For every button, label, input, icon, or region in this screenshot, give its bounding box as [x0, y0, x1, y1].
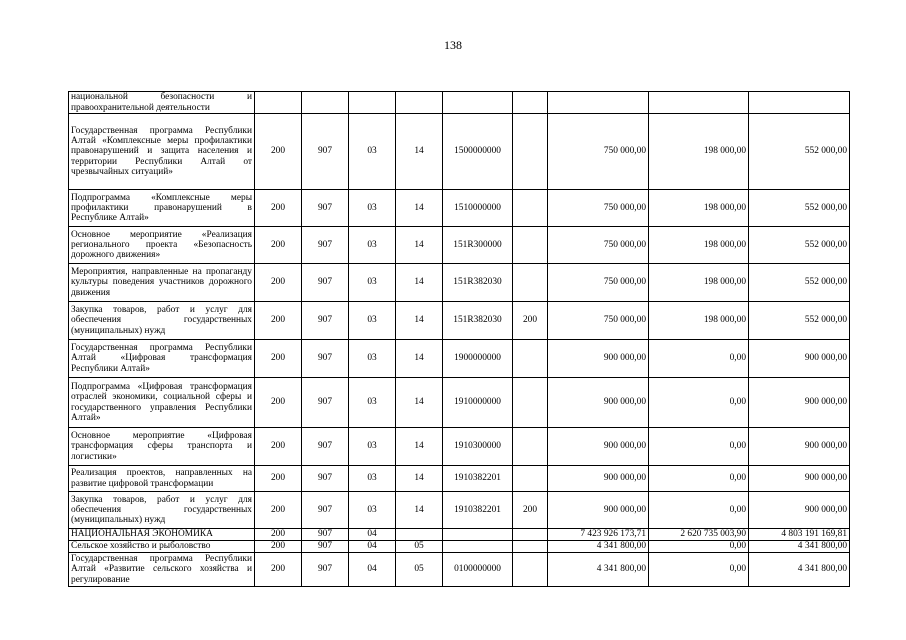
cell-expense-type: 200: [513, 492, 548, 529]
cell-amount-total: 4 341 800,00: [548, 541, 649, 553]
cell-amount-regional: 900 000,00: [749, 428, 850, 466]
cell-code: 907: [302, 466, 349, 492]
cell-amount-total: 900 000,00: [548, 340, 649, 378]
cell-expense-type: [513, 92, 548, 114]
cell-subsection: 14: [396, 114, 443, 190]
cell-target-article: 151R382030: [443, 264, 513, 302]
cell-section: 03: [349, 428, 396, 466]
cell-name: Закупка товаров, работ и услуг для обеспечения государственных (муниципальных) нужд: [69, 492, 255, 529]
cell-ministry: 200: [255, 428, 302, 466]
cell-subsection: 14: [396, 340, 443, 378]
cell-amount-total: 900 000,00: [548, 428, 649, 466]
cell-target-article: 151R382030: [443, 302, 513, 340]
cell-amount-total: 4 341 800,00: [548, 553, 649, 587]
cell-target-article: 1900000000: [443, 340, 513, 378]
table-row: [69, 529, 850, 541]
cell-subsection: [396, 529, 443, 541]
cell-amount-federal: 0,00: [649, 466, 749, 492]
table-row: [69, 190, 850, 227]
cell-target-article: 1500000000: [443, 114, 513, 190]
cell-amount-federal: 198 000,00: [649, 114, 749, 190]
cell-amount-total: 750 000,00: [548, 302, 649, 340]
cell-amount-total: 750 000,00: [548, 264, 649, 302]
cell-amount-total: 900 000,00: [548, 378, 649, 428]
cell-target-article: 1910382201: [443, 492, 513, 529]
cell-name: Реализация проектов, направленных на развитие цифровой трансформации: [69, 466, 255, 492]
cell-subsection: 14: [396, 190, 443, 227]
cell-name: национальной безопасности и правоохранительной деятельности: [69, 92, 255, 114]
cell-target-article: 151R300000: [443, 227, 513, 264]
table-row: [69, 492, 850, 529]
cell-code: 907: [302, 541, 349, 553]
cell-amount-regional: 900 000,00: [749, 340, 850, 378]
cell-amount-total: 7 423 926 173,71: [548, 529, 649, 541]
cell-amount-regional: 552 000,00: [749, 227, 850, 264]
table-row: [69, 227, 850, 264]
cell-amount-regional: 900 000,00: [749, 378, 850, 428]
cell-name: Сельское хозяйство и рыболовство: [69, 541, 255, 553]
cell-subsection: 14: [396, 264, 443, 302]
cell-subsection: 14: [396, 302, 443, 340]
cell-ministry: 200: [255, 378, 302, 428]
cell-expense-type: 200: [513, 302, 548, 340]
cell-expense-type: [513, 190, 548, 227]
cell-ministry: 200: [255, 264, 302, 302]
cell-amount-total: [548, 92, 649, 114]
cell-target-article: 0100000000: [443, 553, 513, 587]
cell-ministry: 200: [255, 340, 302, 378]
cell-ministry: [255, 92, 302, 114]
cell-amount-total: 900 000,00: [548, 492, 649, 529]
cell-amount-total: 750 000,00: [548, 114, 649, 190]
cell-name: Основное мероприятие «Реализация регионального проекта «Безопасность дорожного движения»: [69, 227, 255, 264]
cell-amount-federal: 0,00: [649, 428, 749, 466]
cell-amount-regional: 4 341 800,00: [749, 541, 850, 553]
cell-amount-federal: [649, 92, 749, 114]
cell-amount-federal: 2 620 735 003,90: [649, 529, 749, 541]
cell-target-article: 1510000000: [443, 190, 513, 227]
cell-section: 03: [349, 378, 396, 428]
cell-code: 907: [302, 227, 349, 264]
cell-amount-federal: 198 000,00: [649, 302, 749, 340]
table-row: [69, 114, 850, 190]
table-row: [69, 541, 850, 553]
cell-subsection: 14: [396, 428, 443, 466]
cell-ministry: 200: [255, 466, 302, 492]
cell-amount-federal: 0,00: [649, 492, 749, 529]
cell-name: Государственная программа Республики Алтай «Цифровая трансформация Республики Алтай»: [69, 340, 255, 378]
cell-ministry: 200: [255, 114, 302, 190]
table-row: [69, 340, 850, 378]
cell-subsection: 14: [396, 378, 443, 428]
cell-name: Мероприятия, направленные на пропаганду культуры поведения участников дорожного движения: [69, 264, 255, 302]
cell-section: [349, 92, 396, 114]
table-row: [69, 466, 850, 492]
cell-code: 907: [302, 428, 349, 466]
cell-expense-type: [513, 428, 548, 466]
budget-table: [68, 91, 850, 587]
cell-section: 03: [349, 190, 396, 227]
cell-amount-federal: 0,00: [649, 340, 749, 378]
cell-section: 03: [349, 302, 396, 340]
cell-subsection: 14: [396, 227, 443, 264]
table-row: [69, 553, 850, 587]
cell-code: [302, 92, 349, 114]
cell-target-article: [443, 541, 513, 553]
cell-expense-type: [513, 264, 548, 302]
cell-name: НАЦИОНАЛЬНАЯ ЭКОНОМИКА: [69, 529, 255, 541]
cell-target-article: 1910300000: [443, 428, 513, 466]
cell-ministry: 200: [255, 529, 302, 541]
table-row: [69, 428, 850, 466]
cell-amount-federal: 0,00: [649, 553, 749, 587]
cell-code: 907: [302, 302, 349, 340]
cell-code: 907: [302, 529, 349, 541]
cell-ministry: 200: [255, 541, 302, 553]
cell-ministry: 200: [255, 190, 302, 227]
cell-name: Подпрограмма «Комплексные меры профилактики правонарушений в Республике Алтай»: [69, 190, 255, 227]
table-body: [69, 92, 850, 587]
cell-subsection: 05: [396, 541, 443, 553]
cell-subsection: 05: [396, 553, 443, 587]
cell-section: 03: [349, 114, 396, 190]
cell-amount-regional: 4 341 800,00: [749, 553, 850, 587]
cell-amount-regional: 900 000,00: [749, 492, 850, 529]
cell-code: 907: [302, 264, 349, 302]
cell-ministry: 200: [255, 302, 302, 340]
cell-name: Государственная программа Республики Алтай «Развитие сельского хозяйства и регулирование: [69, 553, 255, 587]
cell-code: 907: [302, 378, 349, 428]
cell-section: 04: [349, 541, 396, 553]
cell-code: 907: [302, 190, 349, 227]
cell-section: 03: [349, 227, 396, 264]
cell-name: Основное мероприятие «Цифровая трансформация сферы транспорта и логистики»: [69, 428, 255, 466]
cell-target-article: [443, 529, 513, 541]
cell-amount-federal: 0,00: [649, 541, 749, 553]
cell-section: 03: [349, 264, 396, 302]
cell-ministry: 200: [255, 227, 302, 264]
cell-ministry: 200: [255, 492, 302, 529]
cell-code: 907: [302, 553, 349, 587]
cell-name: Закупка товаров, работ и услуг для обеспечения государственных (муниципальных) нужд: [69, 302, 255, 340]
cell-amount-regional: [749, 92, 850, 114]
cell-expense-type: [513, 553, 548, 587]
cell-amount-total: 750 000,00: [548, 190, 649, 227]
cell-section: 03: [349, 340, 396, 378]
cell-subsection: 14: [396, 466, 443, 492]
cell-amount-federal: 198 000,00: [649, 227, 749, 264]
cell-code: 907: [302, 340, 349, 378]
cell-amount-federal: 198 000,00: [649, 190, 749, 227]
cell-expense-type: [513, 466, 548, 492]
cell-code: 907: [302, 492, 349, 529]
cell-amount-federal: 0,00: [649, 378, 749, 428]
cell-target-article: [443, 92, 513, 114]
table-row: [69, 302, 850, 340]
cell-section: 03: [349, 492, 396, 529]
cell-amount-regional: 4 803 191 169,81: [749, 529, 850, 541]
cell-expense-type: [513, 541, 548, 553]
table-row: [69, 264, 850, 302]
cell-section: 03: [349, 466, 396, 492]
cell-ministry: 200: [255, 553, 302, 587]
cell-expense-type: [513, 227, 548, 264]
cell-target-article: 1910382201: [443, 466, 513, 492]
cell-target-article: 1910000000: [443, 378, 513, 428]
cell-subsection: 14: [396, 492, 443, 529]
table-row: [69, 378, 850, 428]
cell-subsection: [396, 92, 443, 114]
cell-amount-regional: 552 000,00: [749, 302, 850, 340]
page-number: 138: [444, 38, 462, 52]
cell-amount-regional: 552 000,00: [749, 114, 850, 190]
cell-code: 907: [302, 114, 349, 190]
cell-expense-type: [513, 340, 548, 378]
cell-expense-type: [513, 378, 548, 428]
table-row: [69, 92, 850, 114]
cell-section: 04: [349, 529, 396, 541]
cell-section: 04: [349, 553, 396, 587]
cell-amount-regional: 900 000,00: [749, 466, 850, 492]
cell-amount-regional: 552 000,00: [749, 190, 850, 227]
cell-name: Государственная программа Республики Алтай «Комплексные меры профилактики правонарушений и защита населения и территории Республики Алтай от чрезвычайных ситуаций»: [69, 114, 255, 190]
cell-expense-type: [513, 114, 548, 190]
cell-amount-total: 900 000,00: [548, 466, 649, 492]
cell-amount-regional: 552 000,00: [749, 264, 850, 302]
cell-amount-total: 750 000,00: [548, 227, 649, 264]
cell-amount-federal: 198 000,00: [649, 264, 749, 302]
cell-name: Подпрограмма «Цифровая трансформация отраслей экономики, социальной сферы и государственного управления Республики Алтай»: [69, 378, 255, 428]
cell-expense-type: [513, 529, 548, 541]
